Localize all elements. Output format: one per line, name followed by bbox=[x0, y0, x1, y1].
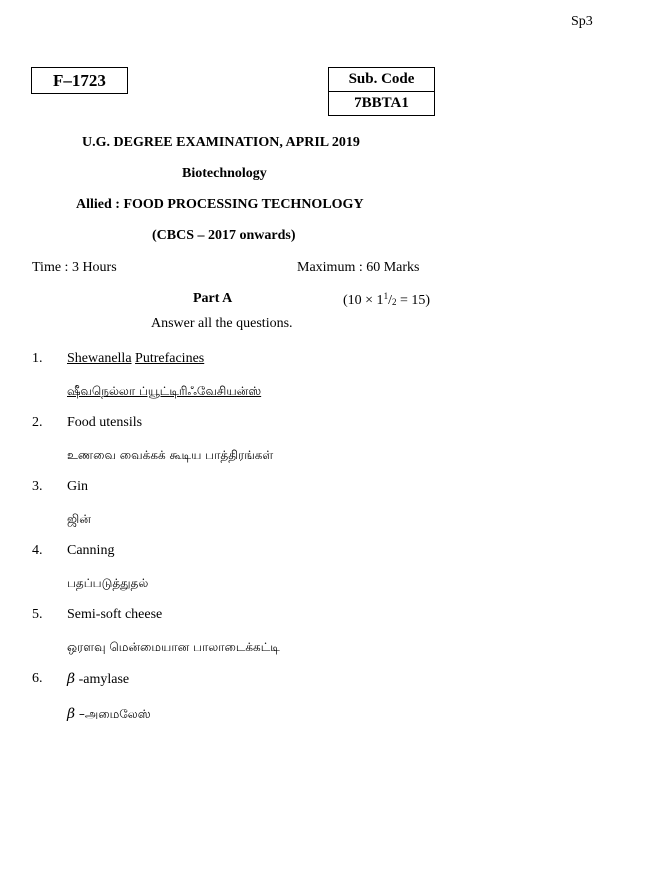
question-number: 3. bbox=[32, 479, 43, 494]
formula-numerator: 1 bbox=[383, 291, 389, 301]
beta-symbol: β bbox=[67, 706, 76, 722]
question-text-part: Shewanella bbox=[67, 351, 132, 366]
page-marker: Sp3 bbox=[571, 14, 593, 29]
sub-code-box bbox=[328, 67, 435, 116]
exam-title: U.G. DEGREE EXAMINATION, APRIL 2019 bbox=[82, 135, 360, 150]
question-tamil: ஒரளவு மென்மையான பாலாடைக்கட்டி bbox=[67, 640, 280, 654]
time-limit: Time : 3 Hours bbox=[32, 260, 117, 275]
question-text-part: Putrefacines bbox=[135, 351, 205, 366]
sub-code-value: 7BBTA1 bbox=[329, 91, 434, 115]
instruction: Answer all the questions. bbox=[151, 316, 293, 331]
question-text bbox=[67, 351, 204, 367]
part-label: Part A bbox=[193, 291, 233, 306]
question-text: Gin bbox=[67, 479, 88, 494]
question-tamil: உணவை வைக்கக் கூடிய பாத்திரங்கள் bbox=[67, 448, 274, 462]
question-text: Food utensils bbox=[67, 415, 143, 430]
question-number: 4. bbox=[32, 543, 43, 558]
sub-code-label: Sub. Code bbox=[348, 71, 415, 87]
question-text: Canning bbox=[67, 543, 115, 558]
formula-suffix: = 15) bbox=[396, 293, 431, 308]
max-marks: Maximum : 60 Marks bbox=[297, 260, 420, 275]
question-number: 5. bbox=[32, 607, 43, 622]
paper-code-box: F–1723 bbox=[31, 67, 128, 94]
question-tamil-text: –அமைலேஸ் bbox=[78, 707, 151, 721]
marks-formula bbox=[343, 291, 430, 309]
formula-prefix: (10 × 1 bbox=[343, 293, 384, 308]
question-tamil: பதப்படுத்துதல் bbox=[67, 576, 149, 590]
question-tamil bbox=[67, 706, 151, 723]
question-number: 2. bbox=[32, 415, 43, 430]
question-text bbox=[67, 671, 129, 688]
question-tamil: ஜின் bbox=[67, 512, 91, 526]
question-number: 1. bbox=[32, 351, 43, 366]
question-tamil: ஷீவநெல்லா ப்யூட்டிரிஃவேசியன்ஸ் bbox=[67, 384, 262, 398]
scheme-title: (CBCS – 2017 onwards) bbox=[152, 228, 296, 243]
question-number: 6. bbox=[32, 671, 43, 686]
formula-slash: / bbox=[388, 293, 392, 308]
course-title: Allied : FOOD PROCESSING TECHNOLOGY bbox=[76, 197, 364, 212]
beta-symbol: β bbox=[67, 671, 76, 687]
subject-title: Biotechnology bbox=[182, 166, 267, 181]
question-text: Semi-soft cheese bbox=[67, 607, 163, 622]
formula-denominator: 2 bbox=[391, 297, 397, 307]
question-text-part: -amylase bbox=[78, 672, 130, 687]
